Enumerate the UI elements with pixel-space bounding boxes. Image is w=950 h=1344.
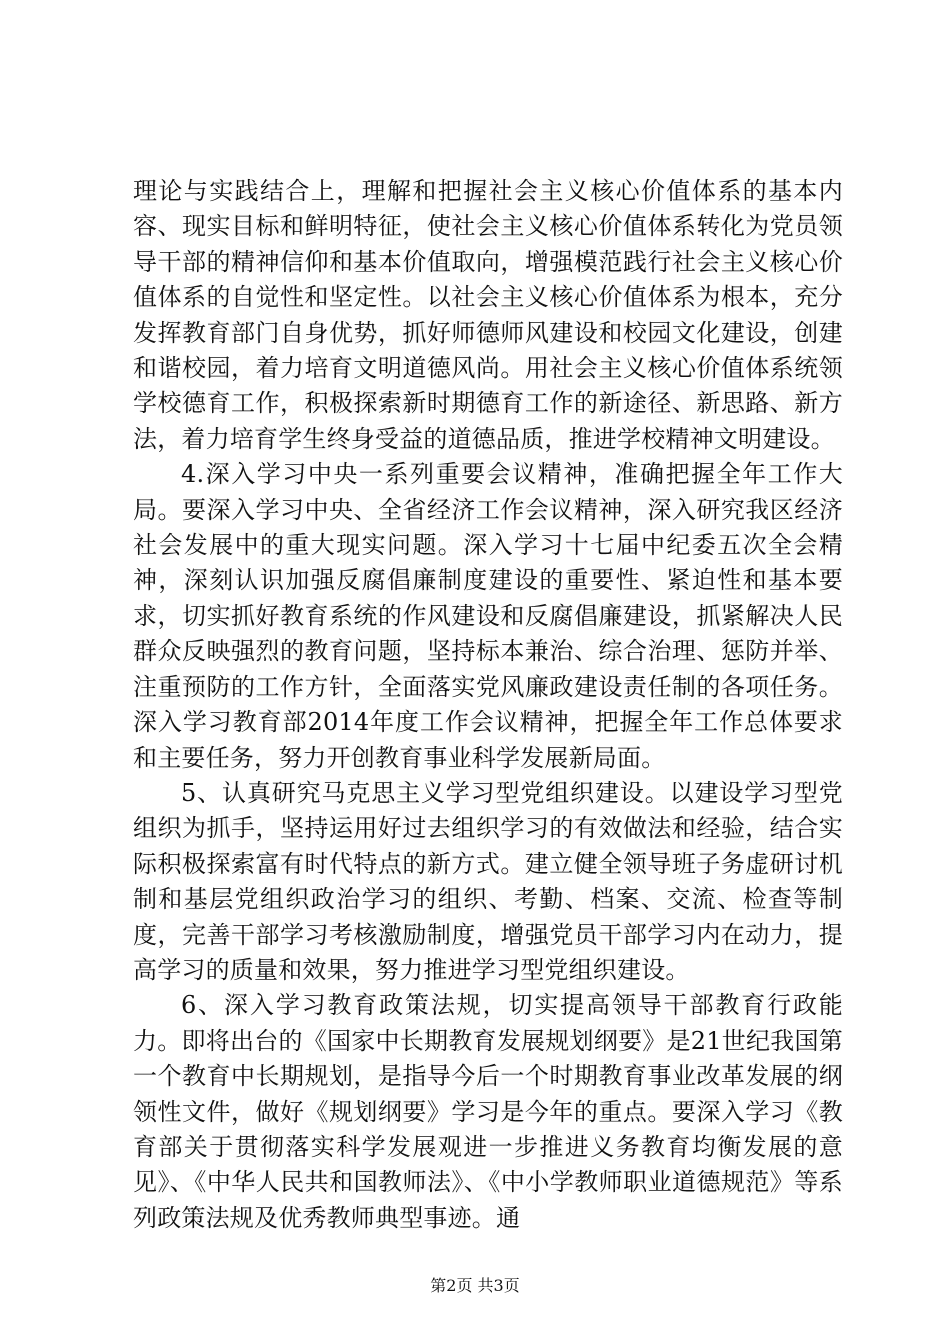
paragraph-item-6: 6、深入学习教育政策法规，切实提高领导干部教育行政能力。即将出台的《国家中长期教育发展规划纲要》是21世纪我国第一个教育中长期规划，是指导今后一个时期教育事业改革发展的纲领性文件，做好《规划纲要》学习是今年的重点。要深入学习《教育部关于贯彻落实科学发展观进一步推进义务教育均衡发展的意见》、《中华人民共和国教师法》、《中小学教师职业道德规范》等系列政策法规及优秀教师典型事迹。通 bbox=[133, 991, 843, 1232]
page-footer: 第2页 共3页 bbox=[430, 1276, 520, 1295]
paragraph-item-4: 4.深入学习中央一系列重要会议精神，准确把握全年工作大局。要深入学习中央、全省经济工作会议精神，深入研究我区经济社会发展中的重大现实问题。深入学习十七届中纪委五次全会精神，深刻认识加强反腐倡廉制度建设的重要性、紧迫性和基本要求，切实抓好教育系统的作风建设和反腐倡廉建设，抓紧解决人民群众反映强烈的教育问题，坚持标本兼治、综合治理、惩防并举、注重预防的工作方针，全面落实党风廉政建设责任制的各项任务。深入学习教育部2014年度工作会议精神，把握全年工作总体要求和主要任务，努力开创教育事业科学发展新局面。 bbox=[133, 460, 843, 772]
paragraph-continuation: 理论与实践结合上，理解和把握社会主义核心价值体系的基本内容、现实目标和鲜明特征，使社会主义核心价值体系转化为党员领导干部的精神信仰和基本价值取向，增强模范践行社会主义核心价值体系的自觉性和坚定性。以社会主义核心价值体系为根本，充分发挥教育部门自身优势，抓好师德师风建设和校园文化建设，创建和谐校园，着力培育文明道德风尚。用社会主义核心价值体系统领学校德育工作，积极探索新时期德育工作的新途径、新思路、新方法，着力培育学生终身受益的道德品质，推进学校精神文明建设。 bbox=[133, 177, 843, 453]
document-body bbox=[133, 174, 843, 1236]
paragraph-item-5: 5、认真研究马克思主义学习型党组织建设。以建设学习型党组织为抓手，坚持运用好过去组织学习的有效做法和经验，结合实际积极探索富有时代特点的新方式。建立健全领导班子务虚研讨机制和基层党组织政治学习的组织、考勤、档案、交流、检查等制度，完善干部学习考核激励制度，增强党员干部学习内在动力，提高学习的质量和效果，努力推进学习型党组织建设。 bbox=[133, 778, 843, 984]
